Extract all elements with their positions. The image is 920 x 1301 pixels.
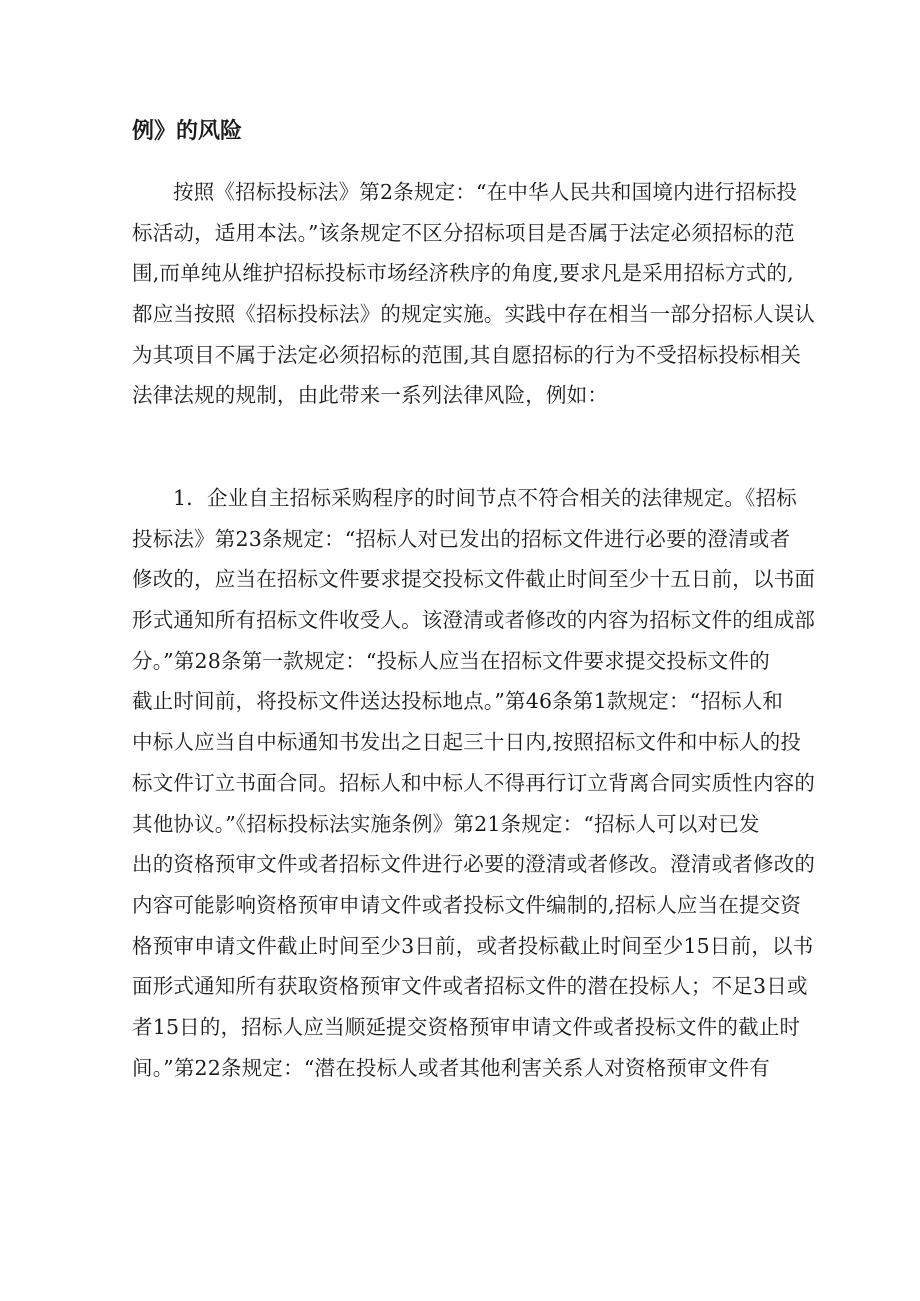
paragraph-line: 标活动，适用本法。”该条规定不区分招标项目是否属于法定必须招标的范 (132, 220, 795, 245)
paragraph-line: 分。”第28条第一款规定：“投标人应当在招标文件要求提交投标文件的 (132, 648, 770, 673)
paragraph-line: 1．企业自主招标采购程序的时间节点不符合相关的法律规定。《招标 (173, 486, 797, 510)
paragraph-line: 法律法规的规制，由此带来一系列法律风险，例如： (132, 383, 609, 408)
paragraph-line: 按照《招标投标法》第2条规定：“在中华人民共和国境内进行招标投 (173, 180, 798, 204)
paragraph-line: 面形式通知所有获取资格预审文件或者招标文件的潜在投标人；不足3日或 (132, 974, 808, 999)
paragraph-line: 其他协议。”《招标投标法实施条例》第21条规定：“招标人可以对已发 (132, 811, 760, 836)
paragraph-line: 内容可能影响资格预审申请文件或者投标文件编制的,招标人应当在提交资 (132, 892, 802, 917)
paragraph-line: 投标法》第23条规定：“招标人对已发出的招标文件进行必要的澄清或者 (132, 526, 791, 551)
paragraph-item-1 (132, 478, 816, 1088)
paragraph-line: 间。”第22条规定：“潜在投标人或者其他利害关系人对资格预审文件有 (132, 1055, 770, 1080)
paragraph-line: 都应当按照《招标投标法》的规定实施。实践中存在相当一部分招标人误认 (132, 302, 816, 327)
paragraph-line: 修改的，应当在招标文件要求提交投标文件截止时间至少十五日前，以书面 (132, 567, 816, 592)
paragraph-line: 中标人应当自中标通知书发出之日起三十日内,按照招标文件和中标人的投 (132, 730, 802, 755)
section-heading: 例》的风险 (132, 119, 243, 144)
paragraph-line: 标文件订立书面合同。招标人和中标人不得再行订立背离合同实质性内容的 (132, 770, 816, 795)
paragraph-line: 格预审申请文件截止时间至少3日前，或者投标截止时间至少15日前，以书 (132, 933, 814, 958)
paragraph-line: 围,而单纯从维护招标投标市场经济秩序的角度,要求凡是采用招标方式的, (132, 261, 794, 286)
paragraph-intro (132, 172, 816, 416)
paragraph-line: 出的资格预审文件或者招标文件进行必要的澄清或者修改。澄清或者修改的 (132, 852, 816, 877)
paragraph-line: 为其项目不属于法定必须招标的范围,其自愿招标的行为不受招标投标相关 (132, 342, 802, 367)
paragraph-line: 截止时间前，将投标文件送达投标地点。”第46条第1款规定：“招标人和 (132, 689, 784, 714)
paragraph-line: 形式通知所有招标文件收受人。该澄清或者修改的内容为招标文件的组成部 (132, 608, 816, 633)
paragraph-line: 者15日的，招标人应当顺延提交资格预审申请文件或者投标文件的截止时 (132, 1014, 801, 1039)
